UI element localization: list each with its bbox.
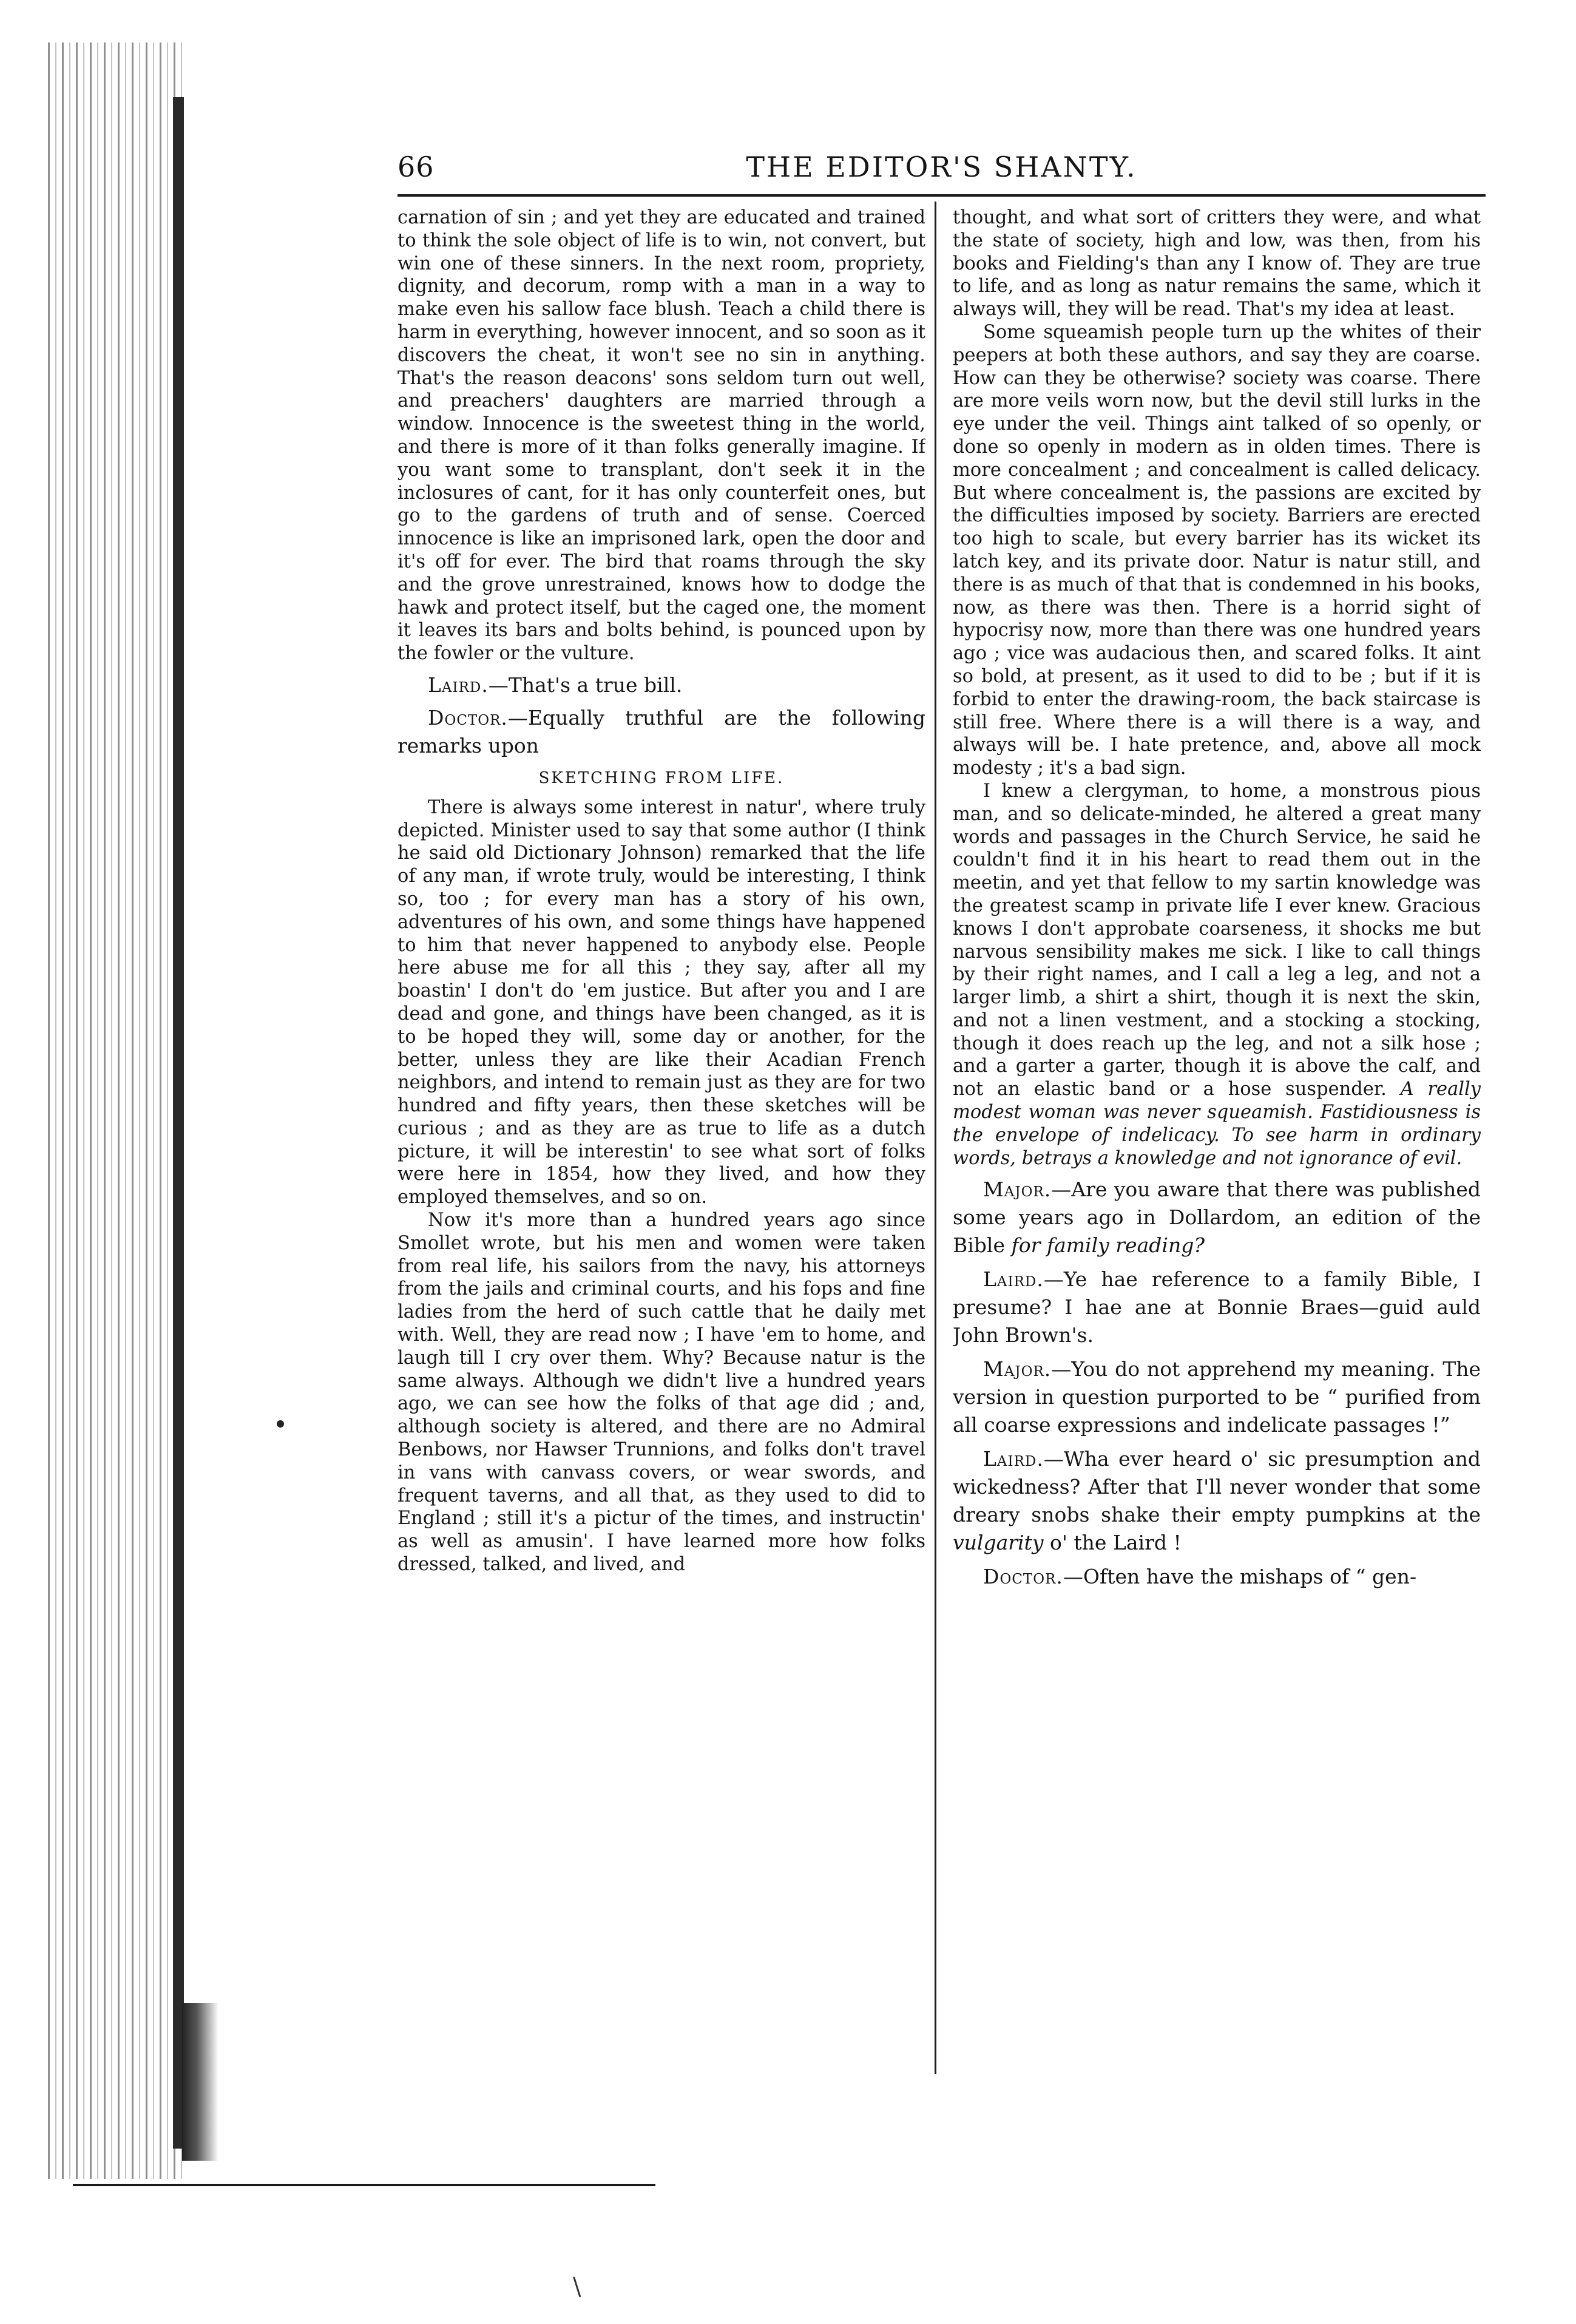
bottom-scan-line (73, 2184, 655, 2186)
speech-laird (953, 1445, 1481, 1557)
page-number: 66 (397, 151, 435, 183)
speaker-name: Laird. (983, 1267, 1044, 1292)
paragraph: Now it's more than a hundred years ago since Smollet wrote, but his men and women were taken from real life, his sailors from the navy, his attorneys from the jails and criminal courts, and his fops and fine ladies from the herd of such cattle that he daily met with. Well, they are read now ; I have 'em to home, and laugh till I cry over them. Why? Because natur is the same always. Although we didn't live a hundred years ago, we can see how the folks of that age did ; and, although society is altered, and there are no Admiral Benbows, nor Hawser Trunnions, and folks don't travel in vans with canvass covers, or wear swords, and frequent taverns, and all that, as they used to did to England ; still it's a pictur of the times, and instructin' as well as amusin'. I have learned more how folks dressed, talked, and lived, and (397, 1210, 925, 1576)
stray-ink-mark: \ (573, 2273, 581, 2301)
speech-text: —Are you aware that there was published some years ago in Dollardom, an edition of the Bible (953, 1177, 1481, 1258)
speech-text: —Often have the mishaps of “ gen- (1063, 1565, 1417, 1589)
speech-text: —Equally truthful are the following remarks upon (397, 705, 925, 757)
speech-laird (953, 1265, 1481, 1349)
speech-major (953, 1176, 1481, 1259)
page-header (397, 151, 1486, 193)
binding-edge (173, 97, 184, 2149)
binding-gutter (42, 42, 182, 2179)
column-divider (935, 202, 936, 2074)
left-column (397, 206, 925, 2070)
speech-laird (397, 671, 925, 699)
running-head: THE EDITOR'S SHANTY. (746, 151, 1137, 183)
speech-text: o' the Laird ! (1049, 1531, 1182, 1555)
italic-word: vulgarity (953, 1531, 1044, 1555)
speaker-name: Major. (983, 1177, 1052, 1202)
binding-shadow (182, 2003, 218, 2161)
paragraph (953, 780, 1481, 1170)
paragraph-text: I knew a clergyman, to home, a monstrous pious man, and so delicate-minded, he altered a great many words and passages in the Church Service, he said he couldn't find it in his heart to read them out in the meetin, and yet that fellow to my sartin knowledge was the greatest scamp in private life I ever knew. Gracious knows I don't approbate coarseness, it shocks me but narvous sensibility makes me sick. I like to call things by their right names, and I call a leg a leg, and not a larger limb, a shirt a shirt, though it is next the skin, and not a linen vestment, and a stocking a stocking, though it does reach up the leg, and not a silk hose ; and a garter a garter, though it is above the calf, and not an elastic band or a hose suspender. (953, 780, 1481, 1100)
speech-text: —Wha ever heard o' sic presumption and wickedness? After that I'll never wonder that some dreary snobs shake their empty pumpkins at the (953, 1447, 1481, 1527)
speaker-name: Doctor. (428, 705, 508, 730)
right-column (953, 206, 1481, 2070)
margin-ink-dot (277, 1420, 284, 1428)
speaker-name: Major. (983, 1357, 1052, 1381)
speech-major (953, 1355, 1481, 1439)
italic-maxim: A really modest woman was never squeamish. Fastidiousness is the envelope of indelicacy. To see harm in ordinary words, betrays a knowledge and not ignorance of evil. (953, 1079, 1481, 1169)
paragraph: carnation of sin ; and yet they are educated and trained to think the sole object of life is to win, not convert, but win one of these sinners. In the next room, propriety, dignity, and decorum, romp with a man in a way to make even his sallow face blush. Teach a child there is harm in everything, however innocent, and so soon as it discovers the cheat, it won't see no sin in anything. That's the reason deacons' sons seldom turn out well, and preachers' daughters are married through a window. Innocence is the sweetest thing in the world, and there is more of it than folks generally imagine. If you want some to transplant, don't seek it in the inclosures of cant, for it has only counterfeit ones, but go to the gardens of truth and of sense. Coerced innocence is like an imprisoned lark, open the door and it's off for ever. The bird that roams through the sky and the grove unrestrained, knows how to dodge the hawk and protect itself, but the caged one, the moment it leaves its bars and bolts behind, is pounced upon by the fowler or the vulture. (397, 207, 925, 665)
speaker-name: Doctor. (983, 1565, 1063, 1589)
speech-text: —Ye hae reference to a family Bible, I presume? I hae ane at Bonnie Braes—guid auld John Brown's. (953, 1267, 1481, 1347)
speaker-name: Laird. (428, 672, 489, 697)
paragraph: Some squeamish people turn up the whites of their peepers at both these authors, and say they are coarse. How can they be otherwise? society was coarse. There are more veils worn now, but the devil still lurks in the eye under the veil. Things aint talked of so openly, or done so openly in modern as in olden times. There is more concealment ; and concealment is called delicacy. But where concealment is, the passions are excited by the difficulties imposed by society. Barriers are erected too high to scale, but every barrier has its wicket its latch key, and its private door. Natur is natur still, and there is as much of that that is condemned in his books, now, as there was then. There is a horrid sight of hypocrisy now, more than there was one hundred years ago ; vice was audacious then, and scared folks. It aint so bold, at present, as it used to did to be ; but if it is forbid to enter the drawing-room, the back staircase is still free. Where there is a will there is a way, and always will be. I hate pretence, and, above all mock modesty ; it's a bad sign. (953, 321, 1481, 779)
italic-phrase: for family reading? (1011, 1233, 1205, 1258)
speech-text: —That's a true bill. (488, 672, 683, 697)
speech-doctor (953, 1563, 1481, 1591)
speech-text: —You do not apprehend my meaning. The version in question purported to be “ purified from all coarse expressions and indelicate passages !” (953, 1357, 1481, 1437)
speaker-name: Laird. (983, 1447, 1044, 1471)
paragraph: thought, and what sort of critters they were, and what the state of society, high and low, was then, from his books and Fielding's than any I know of. They are true to life, and as long as natur remains the same, which it always will, they will be read. That's my idea at least. (953, 207, 1481, 320)
paragraph: There is always some interest in natur', where truly depicted. Minister used to say that some author (I think he said old Dictionary Johnson) remarked that the life of any man, if wrote truly, would be interesting, I think so, too ; for every man has a story of his own, adventures of his own, and some things have happened to him that never happened to anybody else. People here abuse me for all this ; they say, after all my boastin' I don't do 'em justice. But after you and I are dead and gone, and things have been changed, as it is to be hoped they will, some day or another, for the better, unless they are like their Acadian French neighbors, and intend to remain just as they are for two hundred and fifty years, then these sketches will be curious ; and as they are as true to life as a dutch picture, it will be interestin' to see what sort of folks were here in 1854, how they lived, and how they employed themselves, and so on. (397, 796, 925, 1208)
section-heading: SKETCHING FROM LIFE. (538, 768, 785, 787)
header-rule (397, 194, 1486, 197)
speech-doctor (397, 704, 925, 760)
